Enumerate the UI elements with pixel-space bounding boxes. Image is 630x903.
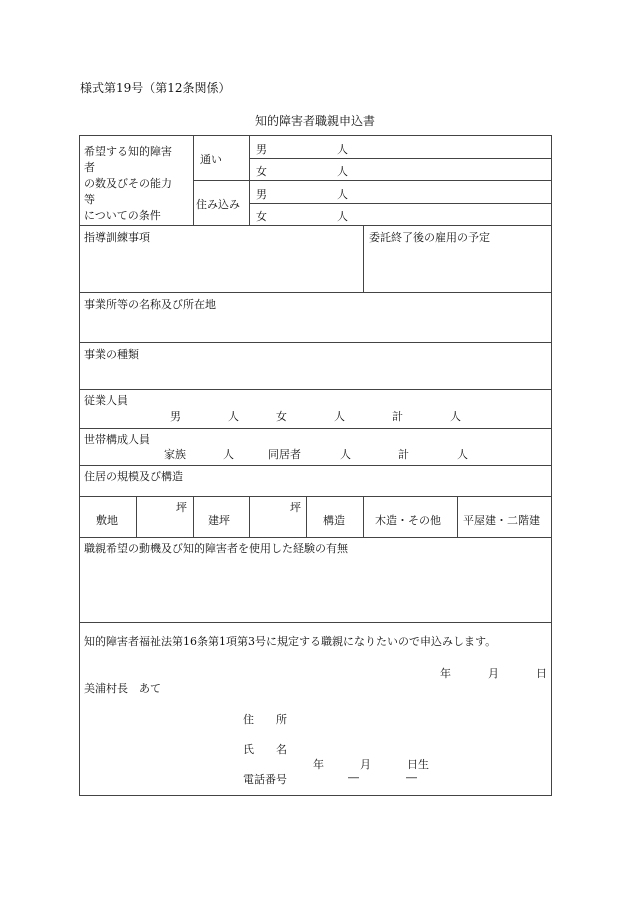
conditions-label: 希望する知的障害 者 の数及びその能力 等 についての条件 (84, 145, 172, 222)
household-total-unit: 人 (457, 448, 468, 461)
household-cohabitant-unit: 人 (340, 448, 351, 461)
live-in-male-unit: 人 (337, 188, 348, 201)
divider (79, 389, 552, 390)
divider (136, 496, 137, 537)
household-cohabitant-label: 同居者 (268, 448, 301, 461)
live-in-male-label: 男 (256, 188, 267, 201)
employees-total-unit: 人 (450, 410, 461, 423)
household-family-unit: 人 (223, 448, 234, 461)
divider (249, 158, 552, 159)
declaration-text: 知的障害者福祉法第16条第1項第3号に規定する職親になりたいので申込みします。 (84, 635, 497, 648)
employees-total-label: 計 (392, 410, 403, 423)
form-number: 様式第19号（第12条関係） (80, 81, 231, 95)
housing-structure-label: 構造 (323, 514, 345, 527)
employees-male-label: 男 (170, 410, 181, 423)
birth-year-label: 年 (313, 758, 324, 771)
divider (79, 428, 552, 429)
housing-site-unit: 坪 (176, 501, 187, 514)
divider (79, 496, 552, 497)
commute-male-label: 男 (256, 143, 267, 156)
divider (79, 292, 552, 293)
housing-site-label: 敷地 (96, 514, 118, 527)
divider (249, 203, 552, 204)
birth-day-label: 日生 (407, 758, 429, 771)
commute-female-unit: 人 (337, 165, 348, 178)
employees-label: 従業人員 (84, 394, 128, 407)
housing-label: 住居の規模及び構造 (84, 470, 183, 483)
live-in-label: 住み込み (196, 198, 240, 211)
live-in-female-label: 女 (256, 210, 267, 223)
housing-building-label: 建坪 (208, 514, 230, 527)
household-family-label: 家族 (164, 448, 186, 461)
date-year-label: 年 (440, 667, 451, 680)
divider (79, 342, 552, 343)
divider (79, 225, 552, 226)
phone-dash-1: ― (348, 771, 359, 784)
live-in-female-unit: 人 (337, 210, 348, 223)
household-total-label: 計 (398, 448, 409, 461)
divider (79, 537, 552, 538)
commute-male-unit: 人 (337, 143, 348, 156)
divider (249, 496, 250, 537)
business-type-label: 事業の種類 (84, 348, 139, 361)
motive-label: 職親希望の動機及び知的障害者を使用した経験の有無 (84, 542, 348, 555)
date-month-label: 月 (488, 667, 499, 680)
applicant-address-label: 住 所 (243, 713, 287, 726)
addressee: 美浦村長 あて (84, 682, 161, 695)
divider (79, 622, 552, 623)
divider (457, 496, 458, 537)
divider (363, 496, 364, 537)
guidance-label: 指導訓練事項 (84, 231, 150, 244)
applicant-name-label: 氏 名 (243, 743, 287, 756)
divider (193, 180, 552, 181)
commute-label: 通い (200, 153, 222, 166)
divider (193, 496, 194, 537)
employees-male-unit: 人 (228, 410, 239, 423)
birth-month-label: 月 (360, 758, 371, 771)
household-label: 世帯構成人員 (84, 433, 150, 446)
housing-material-label: 木造・その他 (375, 514, 441, 527)
commute-female-label: 女 (256, 165, 267, 178)
form-title: 知的障害者職親申込書 (254, 114, 375, 128)
employment-label: 委託終了後の雇用の予定 (369, 231, 490, 244)
housing-floors-label: 平屋建・二階建 (463, 514, 540, 527)
phone-dash-2: ― (406, 771, 417, 784)
phone-label: 電話番号 (243, 773, 287, 786)
divider (306, 496, 307, 537)
housing-building-unit: 坪 (290, 501, 301, 514)
divider (363, 225, 364, 292)
employees-female-label: 女 (276, 410, 287, 423)
date-day-label: 日 (536, 667, 547, 680)
employees-female-unit: 人 (334, 410, 345, 423)
divider (79, 465, 552, 466)
business-name-label: 事業所等の名称及び所在地 (84, 298, 216, 311)
